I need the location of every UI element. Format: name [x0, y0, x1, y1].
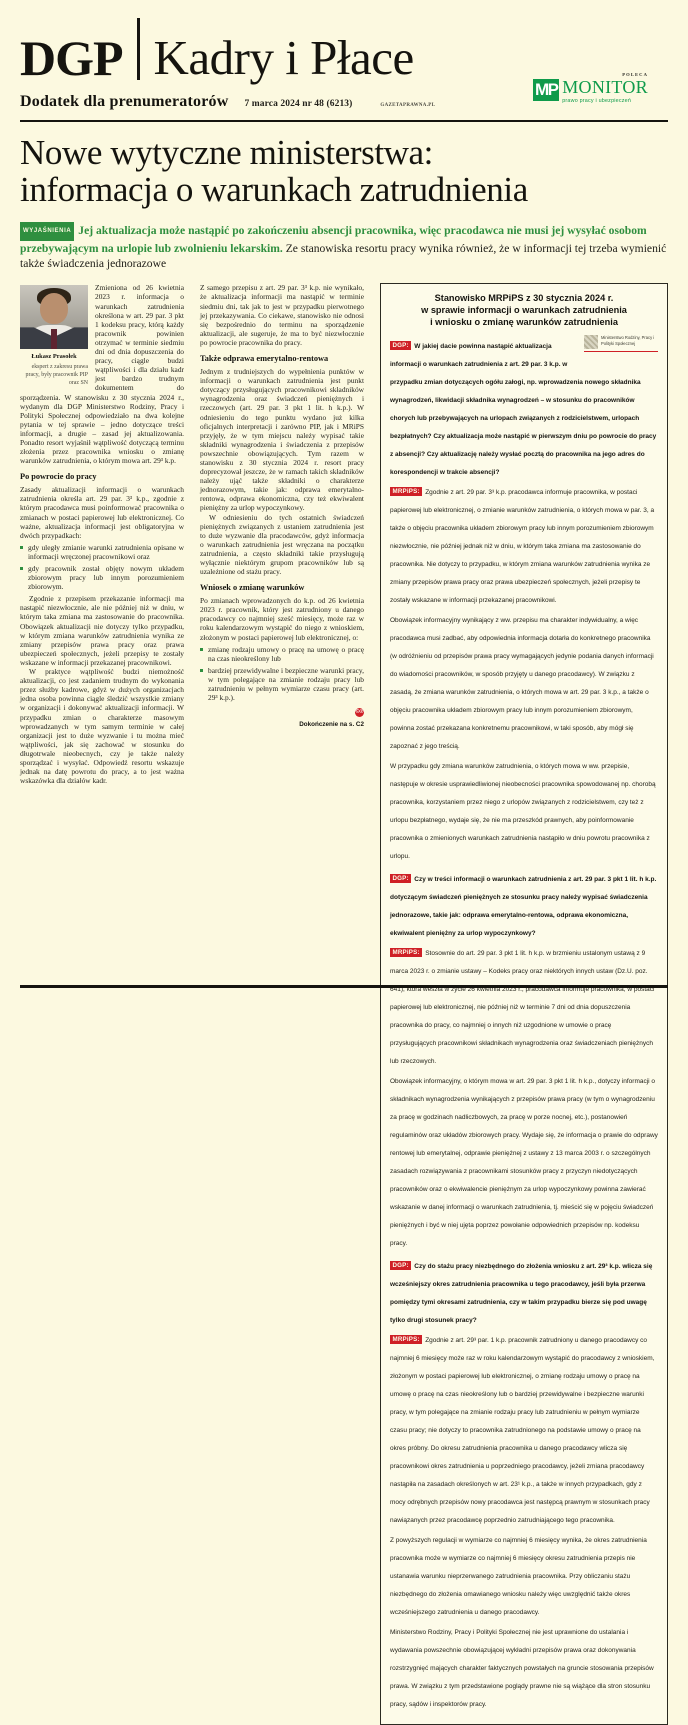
answer-text-2: Obowiązek informacyjny wynikający z ww. przepisu ma charakter indywidualny, a więc pracodawca musi zadbać, aby odpowiednia informacja dotarła do konkretnego pracownika (w odróżnieniu od przepisów prawa pracy wymagających jedynie podania danych informacji do wiadomości pracowników, w sposób przyjęty u danego pracodawcy). W związku z zasadą, że zmiana warunków zatrudnienia, o których mowa w art. 29 par. 3 k.p., a także o objęciu pracownika układem zbiorowym pracy lub innym porozumieniem zbiorowym, powinna zostać przekazana konkretnemu pracownikowi, w taki sposób, aby mógł się zapoznać z jego treścią. [390, 617, 654, 751]
copyright-icon: ©℗ [355, 709, 364, 716]
qa-item-3 [390, 1255, 658, 1711]
answer-text-2: Obowiązek informacyjny, o którym mowa w art. 29 par. 3 pkt 1 lit. h k.p., dotyczy informacji o składnikach wynagrodzenia wynikających z przepisów prawa pracy (w tym o wynagrodzeniu za pracę w godzinach nadliczbowych, za pracę w porze nocnej, etc.), postanowień regulaminów oraz układów zbiorowych pracy. Wydaje się, że informacja o prawie do odprawy rentowej lub emerytalnej, odprawie pieniężnej z ustawy z 13 marca 2003 r. o szczególnych zasadach rozwiązywania z pracownikami stosunków pracy z przyczyn niedotyczących pracowników oraz o ekwiwalencie pieniężnym za urlop wypoczynkowy powinna zawierać wskazanie w danej informacji o warunkach zatrudnienia, tj. mieścić się w pojęciu świadczeń pieniężnych i być w niej ujęta poprzez powołanie odpowiednich przepisów np. kodeksu pracy. [390, 1078, 658, 1248]
paragraph-powrocie-3: W praktyce wątpliwość budzi niemożność aktualizacji, co jest zadaniem trudnym do wykonania przez służby kadrowe, gdyż w dużych organizacjach jedna osoba powinna ciągle śledzić wszystkie zmiany w organizacji i dokonywać aktualizacji informacji. W przypadku zmian o charakterze masowym wprowadzanych w tym samym terminie w całej organizacji jest to duże wyzwanie i tu można mieć wątpliwości, jak się zachować w stosunku do długotrwale nieobecnych, czy je także należy sporządzać i wysyłać. Odpowiedź resortu wskazuje jednak na datę powrotu do pracy, a to jest ważna wskazówka dla działów kadr. [20, 667, 184, 786]
masthead [20, 0, 668, 122]
masthead-rule [20, 120, 668, 122]
masthead-logo-row [20, 0, 668, 86]
author-photo [20, 285, 88, 349]
list-item: zmianę rodzaju umowy o pracę na umowę o pracę na czas nieokreślony lub [200, 645, 364, 663]
website-label[interactable]: GAZETAPRAWNA.PL [380, 103, 436, 108]
box-title-line-2: w sprawie informacji o warunkach zatrudnienia [421, 305, 627, 316]
dgp-question-badge: DGP: [390, 341, 411, 350]
continuation-note[interactable]: Dokończenie na s. C2 [299, 721, 364, 729]
brand-logo[interactable]: DGP [20, 30, 123, 86]
supplement-label: Dodatek dla prenumeratorów [20, 93, 229, 110]
mp-mark-icon: MP [534, 80, 558, 99]
paragraph-wniosek-1: Po zmianach wprowadzonych do k.p. od 26 kwietnia 2023 r. pracownik, który jest zatrudniony u danego pracodawcy co najmniej sześć miesięcy, może raz w roku kalendarzowym wystąpić do niego z wnioskiem, złożonym w postaci papierowej lub elektronicznej, o: [200, 596, 364, 642]
wyjasnienia-badge: WYJAŚNIENIA [20, 222, 74, 241]
ministry-logo-text: Ministerstwo Rodziny, Pracy i Polityki Społecznej [601, 335, 655, 346]
lead-rest: Ze stanowiska resortu pracy wynika również, że w informacji tej trzeba wymienić także świadczenia jednorazowe [20, 241, 667, 271]
dgp-question-badge: DGP: [390, 1261, 411, 1270]
answer-text: Zgodnie z art. 29 par. 3³ k.p. pracodawca informuje pracownika, w postaci papierowej lub elektronicznej, o zmianie warunków zatrudnienia, o których mowa w par. 3, a także o objęciu pracownika układem zbiorowym pracy lub innym porozumieniem zbiorowym niezwłocznie, nie później jednak niż w dniu, w którym taka zmiana ma zastosowanie do pracownika. Nie dotyczy to przypadku, w którym zmiana warunków zatrudnienia wynika ze zmiany przepisów prawa pracy oraz prawa ubezpieczeń społecznych, jeżeli przepisy te zostały wskazane w informacji przekazanej pracownikowi. [390, 489, 655, 605]
paragraph-intro: Zmieniona od 26 kwietnia 2023 r. informacja o warunkach zatrudnienia określona w art. 29 par. 3 pkt 1 kodeksu pracy, którą każdy pracownik powinien otrzymać w terminie siedmiu dni od dnia dopuszczenia do pracy, ciągle budzi wątpliwości i dla działu kadr jest bardzo trudnym dokumentem do sporządzenia. W stanowisku z 30 stycznia 2024 r., wydanym dla DGP Ministerstwo Rodziny, Pracy i Polityki Społecznej odpowiedziało na dwa kolejne pytania w tej sprawie – jedno dotyczące treści informacji, a drugie – zasad jej aktualizowania. Ponadto resort wyjaśnił wątpliwość dotyczącą terminu złożenia przez pracownika wniosku o zmianę warunków zatrudnienia, o którym mowa art. 29³ k.p. [20, 283, 184, 466]
subheading-powrocie: Po powrocie do pracy [20, 472, 97, 482]
headline-line-1: Nowe wytyczne ministerstwa: [20, 133, 433, 172]
monitor-wordmark [562, 79, 648, 104]
question-text: Czy do stażu pracy niezbędnego do złożenia wniosku z art. 29³ k.p. wlicza się wcześniejszy okres zatrudnienia pracownika u tego pracodawcy, jeśli była przerwa pomiędzy tymi okresami zatrudnienia, czy w takim przypadku bierze się pod uwagę tylko drugi stosunek pracy? [390, 1263, 653, 1325]
answer-text: Zgodnie z art. 29³ par. 1 k.p. pracownik zatrudniony u danego pracodawcy co najmniej 6 miesięcy może raz w roku kalendarzowym wystąpić do pracodawcy z wnioskiem, złożonym w postaci papierowej lub elektronicznej, o zmianę rodzaju umowy o pracę na umowę o pracę na czas nieokreślony lub o bardziej przewidywalne i bezpieczne warunki pracy, w tym polegające na zmianie rodzaju pracy lub zatrudnieniu w pełnym wymiarze czasu pracy; nie dotyczy to pracownika zatrudnionego na podstawie umowy o pracę na okres próbny. Do okresu zatrudnienia pracownika u danego pracodawcy wlicza się pracownikowi okres zatrudnienia u poprzedniego pracodawcy, jeżeli zmiana pracodawcy nastąpiła na zasadach określonych w art. 23¹ k.p., a także w innych przypadkach, gdy z mocy odrębnych przepisów nowy pracodawca jest następcą prawnym w stosunkach pracy nawiązanych przez pracodawcę poprzednio zatrudniającego tego pracownika. [390, 1337, 655, 1525]
section-title: Kadry i Płace [153, 30, 414, 85]
qa-item-2 [390, 868, 658, 1250]
answer-text-3: Ministerstwo Rodziny, Pracy i Polityki Społecznej nie jest uprawnione do ustalania i wydawania powszechnie obowiązującej wykładni przepisów prawa oraz dokonywania rozstrzygnięć mających charakter faktycznych powstałych na gruncie stosowania przepisów prawa. W związku z tym przedstawione poglądy prawne nie są wiążące dla stron stosunku pracy, sądów i inspektorów pracy. [390, 1629, 654, 1709]
bullet-list-wniosek [200, 645, 364, 703]
mrpips-answer-badge: MRPiPS: [390, 1335, 422, 1344]
mrpips-answer-badge: MRPiPS: [390, 487, 422, 496]
mrpips-answer-badge: MRPiPS: [390, 948, 422, 957]
monitor-tagline: prawo pracy i ubezpieczeń [562, 98, 632, 104]
page-headline [20, 134, 668, 208]
qa-item-1 [390, 335, 658, 863]
dgp-question-badge: DGP: [390, 874, 411, 883]
lead-highlight: Jej aktualizacja może nastąpić po zakończeniu absencji pracownika, więc pracodawca nie musi jej wysyłać osobom przebywającym na urlopie lub zwolnieniu lekarskim. [20, 224, 647, 255]
ministry-logo [584, 335, 658, 352]
article-column-2 [200, 283, 364, 1725]
eagle-emblem-icon [584, 335, 598, 349]
photo-head-shape [40, 293, 68, 324]
answer-text-3: W przypadku gdy zmiana warunków zatrudnienia, o których mowa w ww. przepisie, następuje w okresie usprawiedliwionej nieobecności pracownika spowodowanej np. chorobą pracownika, korzystaniem przez niego z urlopów związanych z rodzicielstwem, czy też z urlopu bezpłatnego, wydaje się, że nie ma przeszkód prawnych, aby poinformowanie pracownika o zmienionych warunkach zatrudnienia nastąpiło w dniu powrotu pracownika z urlopu. [390, 763, 656, 861]
promo-label: POLECA [622, 72, 648, 77]
author-role: ekspert z zakresu prawa pracy, były pracownik PIP oraz SN [25, 364, 88, 387]
question-text: Czy w treści informacji o warunkach zatrudnienia z art. 29 par. 3 pkt 1 lit. h k.p. dotyczącym świadczeń pieniężnych ze stosunku pracy należy wypisać świadczenia jednorazowe, takie jak: odprawa emerytalno-rentowa, odprawa ekonomiczna, ekwiwalent pieniężny za urlop wypoczynkowy? [390, 876, 657, 938]
list-item: bardziej przewidywalne i bezpieczne warunki pracy, w tym polegające na zmianie rodzaju pracy lub zatrudnieniu w pełnym wymiarze czasu pracy (art. 29³ k.p.). [200, 666, 364, 702]
list-item: gdy pracownik został objęty nowym układem zbiorowym pracy lub innym porozumieniem zbiorowym. [20, 564, 184, 591]
subheading-odprawa: Także odprawa emerytalno-rentowa [200, 354, 329, 364]
sidebar-statement-box [380, 283, 668, 1725]
box-title [390, 292, 658, 328]
end-of-article-mark [200, 706, 364, 717]
paragraph-odprawa-2: W odniesieniu do tych ostatnich świadczeń pieniężnych związanych z ustaniem zatrudnienia jest to duże wyzwanie dla pracodawców, gdyż informacja o warunkach zatrudnienia jest wręczana na początku zatrudnienia, a często składniki takie przysługują wyłącznie niektórym grupom pracowników lub są uzależnione od stażu pracy. [200, 512, 364, 577]
subheading-wniosek: Wniosek o zmianę warunków [200, 583, 305, 593]
answer-text: Stosownie do art. 29 par. 3 pkt 1 lit. h k.p. w brzmieniu ustalonym ustawą z 9 marca 2023 r. o zmianie ustawy – Kodeks pracy oraz niektórych innych ustaw (Dz.U. poz. 641), która weszła w życie 26 kwietnia 2023 r., pracodawca informuje pracownika, w postaci papierowej lub elektronicznej, nie później niż w terminie 7 dni od dnia dopuszczenia pracownika do pracy, co najmniej o innych niż uzgodnione w umowie o pracę przysługujących pracownikowi składnikach wynagrodzenia oraz świadczeniach pieniężnych lub rzeczowych. [390, 950, 655, 1066]
monitor-name: MONITOR [562, 77, 648, 97]
headline-line-2: informacja o warunkach zatrudnienia [20, 170, 528, 209]
bullet-list-powrocie [20, 543, 184, 591]
box-title-line-1: Stanowisko MRPiPS z 30 stycznia 2024 r. [434, 293, 614, 304]
issue-info: 7 marca 2024 nr 48 (6213) [244, 99, 353, 109]
paragraph-powrocie-2: Zgodnie z przepisem przekazanie informacji ma nastąpić niezwłocznie, ale nie później niż w dniu, w którym taka zmiana ma zastosowanie do pracownika. Obowiązek aktualizacji nie dotyczy tylko przypadku, w którym zmiana warunków zatrudnienia wynika ze zmiany przepisów prawa pracy oraz prawa ubezpieczeń społecznych, jeżeli przepisy te zostały wskazane w informacji przekazanej pracownikowi. [20, 594, 184, 667]
monitor-promo-logo[interactable] [528, 72, 648, 104]
monitor-logo-body [528, 79, 648, 104]
logo-divider [137, 18, 140, 80]
article-column-1 [20, 283, 184, 1725]
box-title-line-3: i wniosku o zmianę warunków zatrudnienia [430, 317, 618, 328]
paragraph-powrocie-1: Zasady aktualizacji informacji o warunkach zatrudnienia określa art. 29 par. 3³ k.p., zgodnie z którym pracodawca musi poinformować pracownika o zmianach w postaci papierowej lub elektronicznej. Co ważne, aktualizacja informacji jest obligatoryjna w dwóch przypadkach: [20, 485, 184, 540]
question-text: W jakiej dacie powinna nastąpić aktualizacja informacji o warunkach zatrudnienia z art. 29 par. 3 k.p. w przypadku zmian dotyczących ogółu załogi, np. wprowadzenia nowego składnika wynagrodzeń, likwidacji składnika wynagrodzeń – w stosunku do pracowników chorych lub przebywających na urlopach związanych z rodzicielstwem, urlopach bezpłatnych? Czy aktualizacja może nastąpić w pierwszym dniu po powrocie do pracy z absencji? Czy aktualizację należy wysłać pocztą do pracownika na jego adres do korespondencji w trakcie absencji? [390, 343, 657, 477]
author-name: Łukasz Prasołek [31, 353, 77, 361]
page-bottom-rule [20, 985, 668, 988]
article-columns [20, 283, 364, 1725]
content-area [20, 283, 668, 1725]
author-block [20, 285, 88, 387]
paragraph-odprawa-1: Jednym z trudniejszych do wypełnienia punktów w informacji o warunkach zatrudnienia jest punkt dotyczący przysługujących pracownikowi składników wynagrodzenia oraz świadczeń pieniężnych i rzeczowych (art. 29 par. 3 pkt 1 lit. h k.p.). W odniesieniu do tego punktu wydano już kilka oficjalnych interpretacji i zarówno PIP, jak i MRiPS przyjęły, że w tym miejscu należy wypisać takie składniki wynagrodzenia i świadczenia z przepisów powszechnie obowiązujących. Tym razem w stanowisku z 30 stycznia 2024 r. resort pracy doprecyzował jeszcze, że w ramach takich składników należy ująć także składniki o charakterze jednorazowym, takie jak: odprawa emerytalno-rentowa, odprawa ekonomiczna, czy też ekwiwalent pieniężny za urlop wypoczynkowy. [200, 367, 364, 513]
lead-paragraph [20, 222, 668, 271]
photo-tie-shape [51, 329, 57, 349]
paragraph-powrocie-4: Z samego przepisu z art. 29 par. 3³ k.p. nie wynikało, że aktualizacja informacji ma nastąpić w terminie siedmiu dni, tak jak to jest w przypadku pierwotnego jej przekazywania. Co ciekawe, stanowisko nie odnosi się bezpośrednio do terminu na sporządzenie aktualizacji, ale sugeruje, że ma to być niezwłocznie po powrocie pracownika do pracy. [200, 283, 364, 347]
answer-text-2: Z powyższych regulacji w wymiarze co najmniej 6 miesięcy wynika, że okres zatrudnienia pracownika może w wymiarze co najmniej 6 miesięcy okresu zatrudnienia przepis nie ustanawia warunku nieprzerwanego zatrudnienia pracownika. Przy obliczaniu stażu niezbędnego do złożenia omawianego wniosku należy więc uwzględnić także okres wcześniejszego zatrudnienia u danego pracodawcy. [390, 1537, 647, 1617]
list-item: gdy uległy zmianie warunki zatrudnienia opisane w informacji wręczonej pracownikowi oraz [20, 543, 184, 561]
